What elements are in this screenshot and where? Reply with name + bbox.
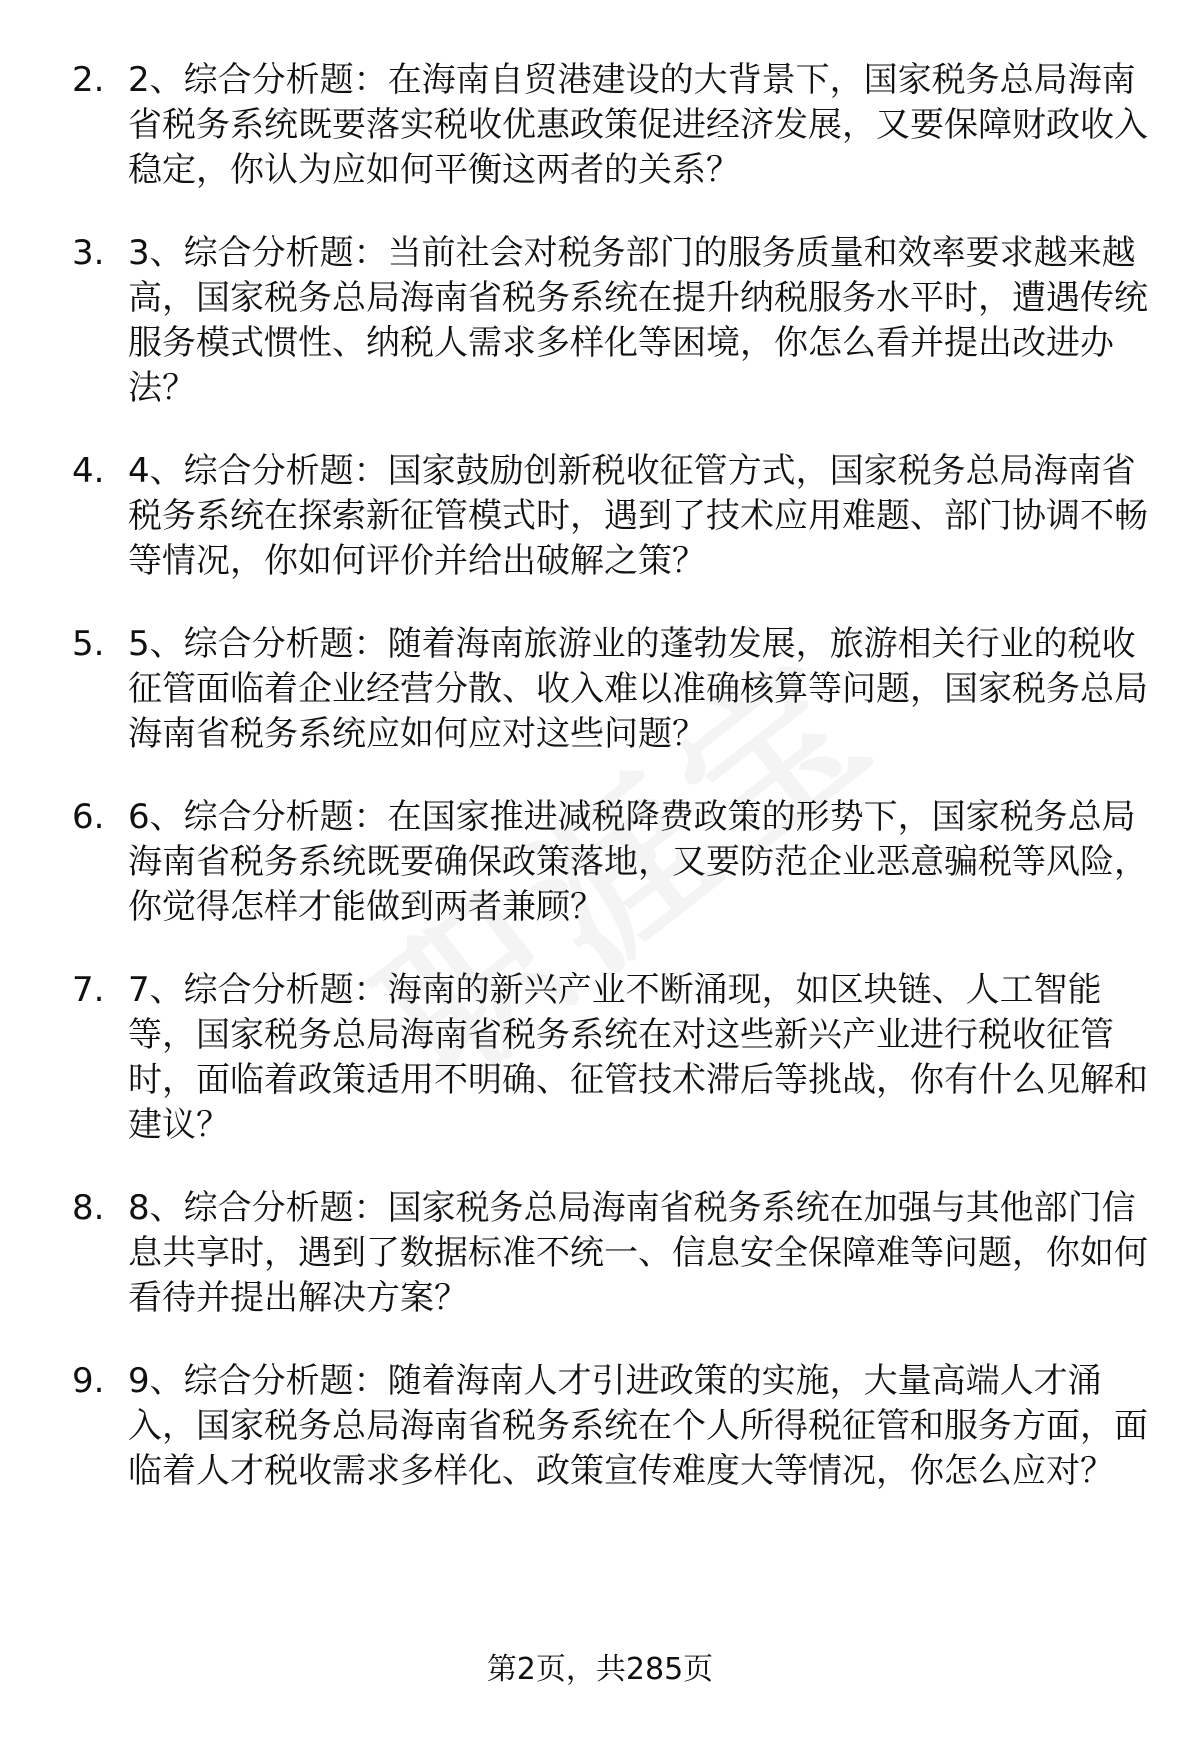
question-number: 5. <box>72 624 105 664</box>
question-number: 9. <box>72 1361 105 1401</box>
question-text: 2、综合分析题：在海南自贸港建设的大背景下，国家税务总局海南省税务系统既要落实税收优惠政策促进经济发展，又要保障财政收入稳定，你认为应如何平衡这两者的关系？ <box>128 60 1148 190</box>
question-text: 6、综合分析题：在国家推进减税降费政策的形势下，国家税务总局海南省税务系统既要确保政策落地，又要防范企业恶意骗税等风险，你觉得怎样才能做到两者兼顾？ <box>128 797 1148 927</box>
question-text: 3、综合分析题：当前社会对税务部门的服务质量和效率要求越来越高，国家税务总局海南省税务系统在提升纳税服务水平时，遭遇传统服务模式惯性、纳税人需求多样化等困境，你怎么看并提出改进办法？ <box>128 233 1148 408</box>
question-list <box>72 58 1152 1532</box>
question-number: 3. <box>72 233 105 273</box>
page-number-label: 第2页，共285页 <box>486 1652 714 1687</box>
question-text: 5、综合分析题：随着海南旅游业的蓬勃发展，旅游相关行业的税收征管面临着企业经营分散、收入难以准确核算等问题，国家税务总局海南省税务系统应如何应对这些问题？ <box>128 624 1148 754</box>
question-text: 7、综合分析题：海南的新兴产业不断涌现，如区块链、人工智能等，国家税务总局海南省税务系统在对这些新兴产业进行税收征管时，面临着政策适用不明确、征管技术滞后等挑战，你有什么见解和建议？ <box>128 970 1148 1145</box>
question-number: 6. <box>72 797 105 837</box>
question-number: 4. <box>72 451 105 491</box>
question-item <box>72 968 1152 1148</box>
question-text: 4、综合分析题：国家鼓励创新税收征管方式，国家税务总局海南省税务系统在探索新征管模式时，遇到了技术应用难题、部门协调不畅等情况，你如何评价并给出破解之策？ <box>128 451 1148 581</box>
question-text: 9、综合分析题：随着海南人才引进政策的实施，大量高端人才涌入，国家税务总局海南省税务系统在个人所得税征管和服务方面，面临着人才税收需求多样化、政策宣传难度大等情况，你怎么应对？ <box>128 1361 1148 1491</box>
question-item <box>72 1186 1152 1321</box>
question-item <box>72 1359 1152 1494</box>
question-text: 8、综合分析题：国家税务总局海南省税务系统在加强与其他部门信息共享时，遇到了数据标准不统一、信息安全保障难等问题，你如何看待并提出解决方案？ <box>128 1188 1148 1318</box>
question-item <box>72 231 1152 411</box>
question-number: 2. <box>72 60 105 100</box>
question-item <box>72 622 1152 757</box>
question-number: 7. <box>72 970 105 1010</box>
page-footer <box>0 1650 1200 1690</box>
question-item <box>72 58 1152 193</box>
question-number: 8. <box>72 1188 105 1228</box>
question-item <box>72 449 1152 584</box>
question-item <box>72 795 1152 930</box>
